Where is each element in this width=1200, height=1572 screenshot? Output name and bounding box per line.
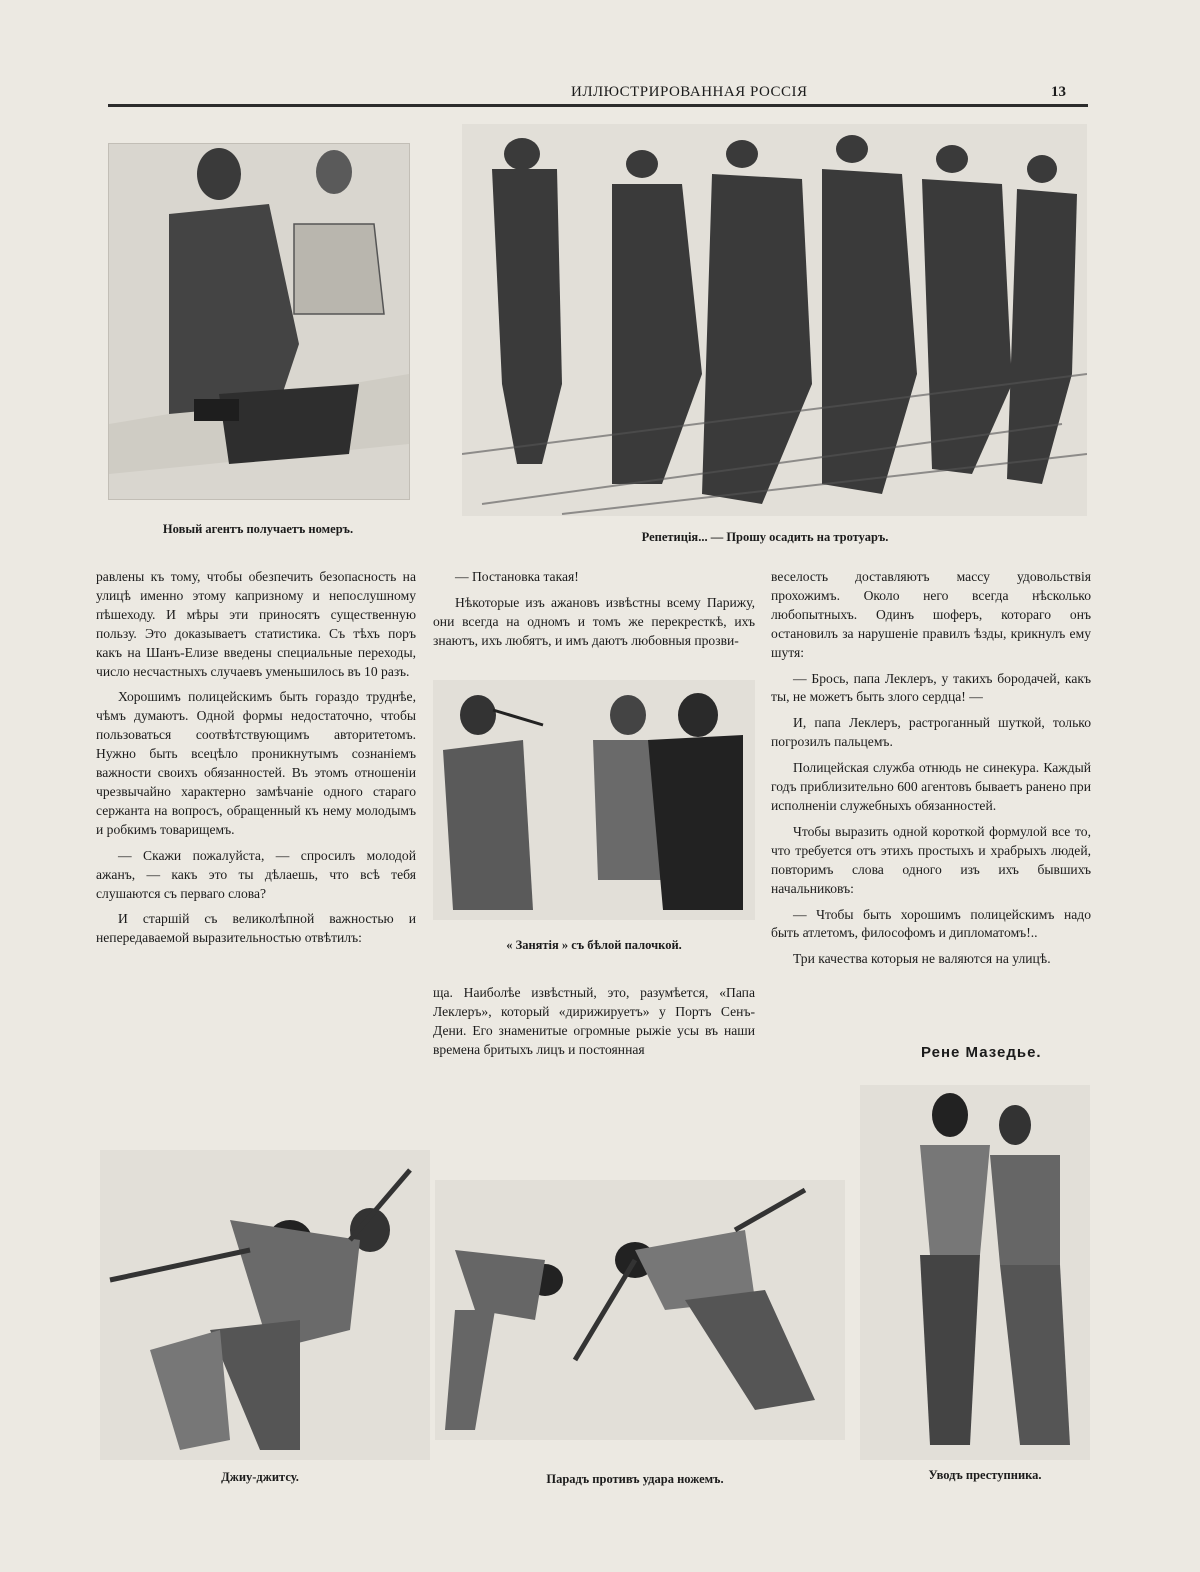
- illustration-repetition-crowd: [462, 124, 1087, 516]
- paragraph: — Чтобы быть хорошимъ полицейскимъ надо быть атлетомъ, философомъ и дипломатомъ!..: [771, 906, 1091, 941]
- illustration-white-stick: [433, 680, 755, 920]
- paragraph: — Скажи пожалуйста, — спросилъ молодой ажанъ, — какъ это ты дѣлаешь, что всѣ тебя слушаются съ перваго слова?: [96, 847, 416, 901]
- page-number: 13: [1047, 84, 1070, 101]
- illustration-knife-parry: [435, 1180, 845, 1440]
- paragraph: ща. Наиболѣе извѣстный, это, разумѣется, «Папа Леклеръ», который «дирижируетъ» у Портъ Сенъ-Дени. Его знаменитые огромные рыжіе усы въ наши времена бритыхъ лицъ и постоянная: [433, 985, 755, 1057]
- paragraph: Три качества которыя не валяются на улицѣ.: [793, 951, 1051, 967]
- text-column-2-bottom: [433, 984, 755, 1067]
- text-column-3: [771, 568, 1091, 976]
- paragraph: И, папа Леклеръ, растроганный шуткой, только погрозилъ пальцемъ.: [771, 715, 1091, 750]
- illustration-jiujitsu: [100, 1150, 430, 1460]
- paragraph: Полицейская служба отнюдь не синекура. Каждый годъ приблизительно 600 агентовъ бываетъ ранено при исполненіи служебныхъ обязанностей.: [771, 760, 1091, 813]
- paragraph: Нѣкоторые изъ ажановъ извѣстны всему Парижу, они всегда на одномъ и томъ же перекресткѣ, ихъ знаютъ, ихъ любятъ, и имъ даютъ любовныя прозви-: [433, 594, 755, 648]
- magazine-title: ИЛЛЮСТРИРОВАННАЯ РОССІЯ: [563, 84, 816, 101]
- paragraph: И старшій съ великолѣпной важностью и непередаваемой выразительностью отвѣтилъ:: [96, 911, 416, 946]
- caption-escort: Уводъ преступника.: [928, 1468, 1042, 1482]
- page-header: [108, 84, 1088, 110]
- illustration-escort: [860, 1085, 1090, 1460]
- paragraph: равлены къ тому, чтобы обезпечить безопасность на улицѣ именно этому капризному и непослушному пѣшеходу. И мѣры эти приносятъ существенную пользу. Это доказываетъ статистика. Съ тѣхъ поръ какъ на Шанъ-Елизе введены специальные переходы, число несчастныхъ случаевъ уменьшилось въ 10 разъ.: [96, 569, 416, 679]
- caption-white-stick: « Занятія » съ бѣлой палочкой.: [506, 938, 682, 952]
- text-column-2-top: [433, 568, 755, 658]
- paragraph: — Брось, папа Леклеръ, у такихъ бородачей, какъ ты, не можетъ быть злого сердца! —: [771, 670, 1091, 705]
- caption-jiujitsu: Джиу-джитсу.: [221, 1470, 299, 1484]
- caption-repetition: Репетиція... — Прошу осадить на тротуаръ.: [641, 530, 889, 544]
- author-signature: Рене Мазедье.: [921, 1044, 1042, 1061]
- paragraph: Чтобы выразить одной короткой формулой все то, что требуется отъ этихъ простыхъ и храбрыхъ людей, повторимъ слова одного изъ ихъ бывшихъ начальниковъ:: [771, 823, 1091, 896]
- header-rule: [108, 104, 1088, 107]
- illustration-agent-receives-number: [108, 143, 410, 500]
- paragraph: веселость доставляютъ массу удовольствія прохожимъ. Около него всегда нѣсколько любопытныхъ. Одинъ шоферъ, котораго онъ остановилъ за нарушеніе правилъ ѣзды, крикнулъ ему шутя:: [771, 569, 1091, 660]
- paragraph: Хорошимъ полицейскимъ быть гораздо труднѣе, чѣмъ думаютъ. Одной формы недостаточно, чтобы пользоваться соотвѣтствующимъ авторитетомъ. Нужно быть всецѣло проникнутымъ сознаніемъ важности своихъ обязанностей. Въ этомъ отношеніи чрезвычайно характерно замѣчаніе одного стараго сержанта на вопросъ, обращенный къ нему молодымъ и робкимъ товарищемъ.: [96, 689, 416, 837]
- paragraph: — Постановка такая!: [455, 569, 579, 584]
- caption-agent: Новый агентъ получаетъ номеръ.: [162, 522, 354, 536]
- caption-parry: Парадъ противъ удара ножемъ.: [546, 1472, 724, 1486]
- text-column-1: [96, 568, 416, 955]
